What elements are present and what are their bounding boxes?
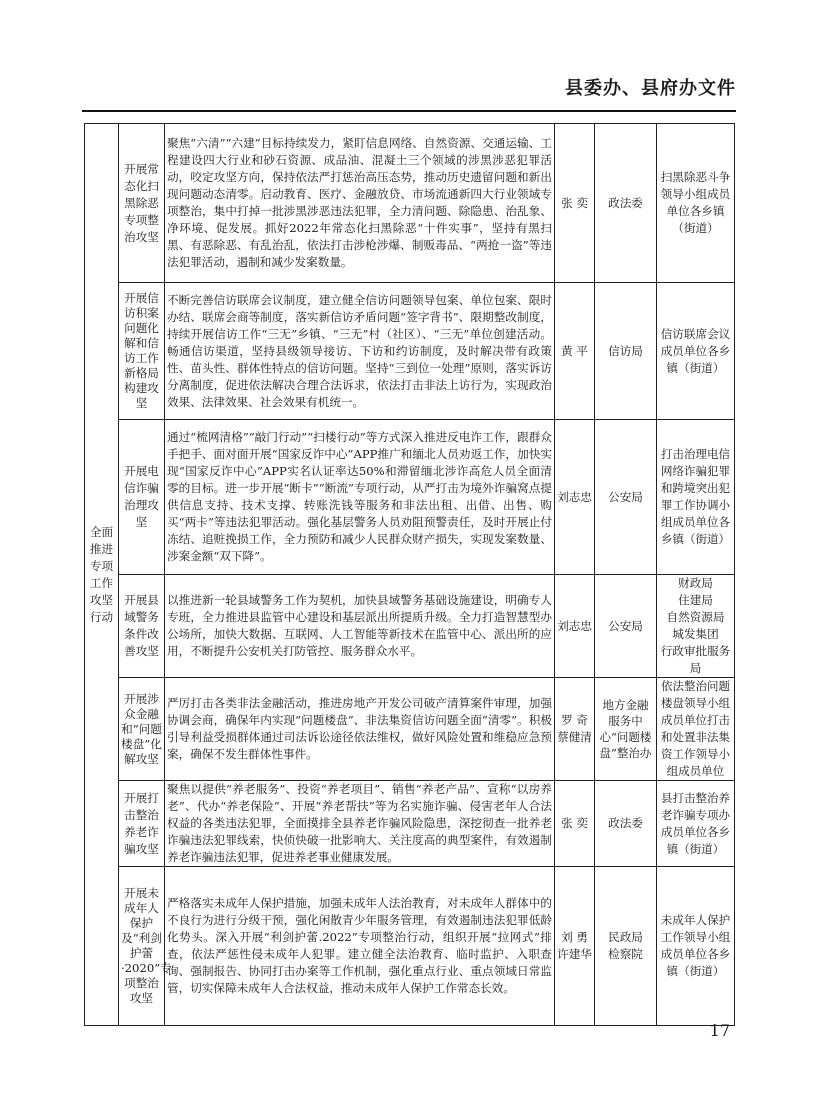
table-row bbox=[85, 283, 735, 420]
coop-cell: 依法整治问题楼盘领导小组成员单位打击和处置非法集资工作领导小组成员单位 bbox=[657, 678, 735, 781]
task-cell: 开展信访积案问题化解和信访工作新格局构建攻坚 bbox=[119, 283, 165, 420]
content-cell: 不断完善信访联席会议制度，建立健全信访问题领导包案、单位包案、限时办结、联席会商等制度，落实新信访矛盾问题“签字背书”、限期整改制度，持续开展信访工作“三无”乡镇、“三无”村（社区）、“三无”单位创建活动。畅通信访渠道，坚持县级领导接访、下访和约访制度，及时解决带有政策性、苗头性、群体性特点的信访问题。坚持“三到位一处理”原则，落实诉访分离制度，促进依法解决合理合法诉求，依法打击非法上访行为，实现政治效果、法律效果、社会效果有机统一。 bbox=[165, 283, 555, 420]
task-cell: 开展常态化扫黑除恶专项整治攻坚 bbox=[119, 124, 165, 283]
task-cell: 开展涉众金融和“问题楼盘”化解攻坚 bbox=[119, 678, 165, 781]
unit-cell: 信访局 bbox=[595, 283, 657, 420]
lead-cell: 刘志忠 bbox=[555, 575, 595, 678]
task-cell: 开展打击整治养老诈骗攻坚 bbox=[119, 781, 165, 867]
coop-cell: 财政局 住建局 自然资源局 城发集团 行政审批服务局 bbox=[657, 575, 735, 678]
unit-cell: 民政局 检察院 bbox=[595, 867, 657, 1026]
unit-cell: 政法委 bbox=[595, 124, 657, 283]
lead-cell: 张 奕 bbox=[555, 781, 595, 867]
task-table bbox=[84, 123, 735, 1026]
coop-cell: 信访联席会议成员单位各乡镇（街道） bbox=[657, 283, 735, 420]
table-row bbox=[85, 420, 735, 575]
header-rule bbox=[82, 110, 736, 112]
page-number: 17 bbox=[709, 1021, 730, 1040]
coop-cell: 打击治理电信网络诈骗犯罪和跨境突出犯罪工作协调小组成员单位各乡镇（街道） bbox=[657, 420, 735, 575]
task-cell: 开展未成年人保护及“利剑护蕾·2020”专项整治攻坚 bbox=[119, 867, 165, 1026]
coop-cell: 未成年人保护工作领导小组成员单位各乡镇（街道） bbox=[657, 867, 735, 1026]
table-row bbox=[85, 867, 735, 1026]
content-cell: 聚焦以提供“养老服务”、投资“养老项目”、销售“养老产品”、宣称“以房养老”、代办“养老保险”、开展“养老帮扶”等为名实施诈骗、侵害老年人合法权益的各类违法犯罪，全面摸排全县养老诈骗风险隐患，深挖彻查一批养老诈骗违法犯罪线索，快侦快破一批影响大、关注度高的典型案件，有效遏制养老诈骗违法犯罪，促进养老事业健康发展。 bbox=[165, 781, 555, 867]
table-row bbox=[85, 124, 735, 283]
task-cell: 开展电信诈骗治理攻坚 bbox=[119, 420, 165, 575]
lead-cell: 刘 勇 许建华 bbox=[555, 867, 595, 1026]
lead-cell: 罗 奇 蔡健清 bbox=[555, 678, 595, 781]
table-row bbox=[85, 678, 735, 781]
coop-cell: 扫黑除恶斗争领导小组成员单位各乡镇（街道） bbox=[657, 124, 735, 283]
content-cell: 严厉打击各类非法金融活动，推进房地产开发公司破产清算案件审理，加强协调会商，确保年内实现“问题楼盘”、非法集资信访问题全面“清零”。积极引导利益受损群体通过司法诉讼途径依法维权，做好风险处置和维稳应急预案，确保不发生群体性事件。 bbox=[165, 678, 555, 781]
content-cell: 通过“梳网清格”“敲门行动”“扫楼行动”等方式深入推进反电诈工作，跟群众手把手、面对面开展“国家反诈中心”APP推广和缅北人员劝返工作，加快实现“国家反诈中心”APP实名认证率达50%和滞留缅北涉诈高危人员全面清零的目标。进一步开展“断卡”“断流”专项行动，从严打击为境外诈骗窝点提供信息支持、技术支撑、转账洗钱等服务和非法出租、出借、出售、购买“两卡”等违法犯罪活动。强化基层警务人员劝阻预警责任，及时开展止付冻结、追赃挽损工作，全力预防和减少人民群众财产损失，实现发案数量、涉案金额“双下降”。 bbox=[165, 420, 555, 575]
lead-cell: 黄 平 bbox=[555, 283, 595, 420]
task-cell: 开展县域警务条件改善攻坚 bbox=[119, 575, 165, 678]
page-header-title: 县委办、县府办文件 bbox=[565, 78, 736, 99]
table-row bbox=[85, 781, 735, 867]
unit-cell: 公安局 bbox=[595, 575, 657, 678]
table-row bbox=[85, 575, 735, 678]
content-cell: 聚焦“六清”“六建”目标持续发力，紧盯信息网络、自然资源、交通运输、工程建设四大行业和砂石资源、成品油、混凝土三个领域的涉黑涉恶犯罪活动，咬定攻坚方向，保持依法严打惩治高压态势，推动历史遗留问题和新出现问题动态清零。启动教育、医疗、金融放贷、市场流通新四大行业领域专项整治，集中打掉一批涉黑涉恶违法犯罪，全力清问题、除隐患、治乱象、净环境、促发展。抓好2022年常态化扫黑除恶“十件实事”，坚持有黑扫黑、有恶除恶、有乱治乱，依法打击涉枪涉爆、制贩毒品、“两抢一盗”等违法犯罪活动，遏制和减少发案数量。 bbox=[165, 124, 555, 283]
content-cell: 严格落实未成年人保护措施，加强未成年人法治教育，对未成年人群体中的不良行为进行分级干预，强化闲散青少年服务管理，有效遏制违法犯罪低龄化势头。深入开展“利剑护蕾.2022”专项整治行动，组织开展“拉网式”排查，依法严惩性侵未成年人犯罪。建立健全法治教育、临时监护、入职查询、强制报告、协同打击办案等工作机制，强化重点行业、重点领域日常监管，切实保障未成年人合法权益，推动未成年人保护工作常态长效。 bbox=[165, 867, 555, 1026]
lead-cell: 张 奕 bbox=[555, 124, 595, 283]
coop-cell: 县打击整治养老诈骗专项办成员单位各乡镇（街道） bbox=[657, 781, 735, 867]
content-cell: 以推进新一轮县域警务工作为契机，加快县域警务基础设施建设，明确专人专班，全力推进县监管中心建设和基层派出所提质升级。全力打造智慧型办公场所，加快大数据、互联网、人工智能等新技术在监管中心、派出所的应用，不断提升公安机关打防管控、服务群众水平。 bbox=[165, 575, 555, 678]
unit-cell: 公安局 bbox=[595, 420, 657, 575]
lead-cell: 刘志忠 bbox=[555, 420, 595, 575]
unit-cell: 政法委 bbox=[595, 781, 657, 867]
unit-cell: 地方金融服务中心“问题楼盘”整治办 bbox=[595, 678, 657, 781]
category-cell: 全面推进专项工作攻坚行动 bbox=[85, 124, 119, 1026]
